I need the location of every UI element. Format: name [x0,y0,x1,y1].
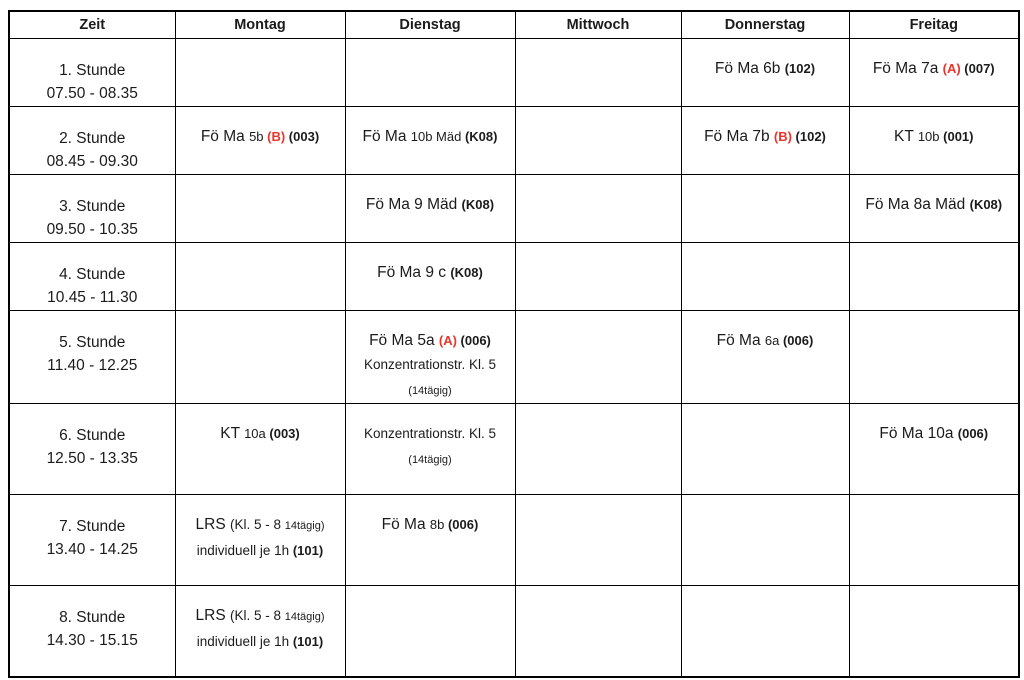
lesson-text-segment: (101) [292,542,324,558]
lesson-text-segment: Fö Ma 9 c [377,263,451,281]
lesson-cell-freitag-8 [849,586,1019,677]
lesson-text-segment: KT [220,425,245,442]
lesson-cell-montag-4 [175,242,345,310]
lesson-text-segment: Fö Ma 5a [369,331,439,349]
lesson-line [682,57,849,82]
period-label: 5. Stunde [59,333,126,351]
lesson-cell-donnerstag-4 [681,242,849,310]
lesson-cell-mittwoch-1 [515,38,681,106]
timetable-body [9,38,1019,677]
timetable-row-1 [9,38,1019,106]
lesson-line [346,378,515,404]
lesson-line [346,193,515,218]
lesson-text-segment: (A) [438,332,457,348]
lesson-text-segment: LRS [195,516,230,533]
lesson-cell-dienstag-5 [345,310,515,404]
lesson-cell-freitag-3 [849,174,1019,242]
lesson-cell-freitag-5 [849,310,1019,404]
lesson-text-segment: Konzentrationstr. Kl. 5 [363,357,497,372]
timetable-row-8 [9,586,1019,677]
lesson-cell-donnerstag-8 [681,586,849,677]
column-header-montag: Montag [175,11,345,38]
lesson-text-segment: (B) [267,128,286,144]
lesson-line [346,329,515,354]
lesson-text-segment: 8b [429,517,448,532]
timetable-row-3 [9,174,1019,242]
lesson-cell-freitag-4 [849,242,1019,310]
lesson-text-segment: (001) [943,128,974,144]
lesson-text-segment: 10b [917,128,944,144]
lesson-text-segment: Fö Ma 7a [872,59,943,77]
lesson-text-segment: 5b [249,128,268,144]
lesson-cell-donnerstag-6 [681,404,849,495]
lesson-line [176,125,345,150]
lesson-line [682,329,849,354]
lesson-text-segment: (K08) [461,196,495,212]
timetable-header [9,11,1019,38]
lesson-text-segment: KT [893,127,918,145]
lesson-cell-montag-8 [175,586,345,677]
lesson-text-segment: Fö Ma 7b [704,127,774,145]
lesson-cell-donnerstag-7 [681,495,849,586]
lesson-text-segment: 10a [244,426,270,441]
lesson-line [346,422,515,447]
column-header-mittwoch: Mittwoch [515,11,681,38]
lesson-text-segment: (Kl. 5 - 8 [229,517,285,532]
time-range: 10.45 - 11.30 [47,288,138,306]
lesson-cell-mittwoch-7 [515,495,681,586]
lesson-line [850,125,1019,150]
lesson-text-segment: LRS [195,607,230,624]
lesson-cell-montag-1 [175,38,345,106]
timetable-row-2 [9,106,1019,174]
lesson-line [850,422,1019,447]
timetable-row-6 [9,404,1019,495]
lesson-cell-dienstag-7 [345,495,515,586]
lesson-cell-freitag-6 [849,404,1019,495]
lesson-text-segment: Fö Ma [200,127,250,145]
lesson-line [850,57,1019,82]
lesson-text-segment: (K08) [450,264,483,280]
lesson-text-segment: (A) [942,60,961,76]
lesson-line [176,630,345,655]
lesson-text-segment: (006) [447,517,479,532]
lesson-cell-donnerstag-2 [681,106,849,174]
lesson-text-segment: Fö Ma [362,127,411,145]
lesson-text-segment: (B) [773,128,792,144]
time-range: 12.50 - 13.35 [46,450,138,467]
time-range: 14.30 - 15.15 [46,632,138,649]
lesson-text-segment: Fö Ma 10a [879,425,958,442]
lesson-text-segment: Konzentrationstr. Kl. 5 [363,426,497,441]
lesson-text-segment: Fö Ma 6b [714,59,785,77]
lesson-text-segment: 6a [764,332,783,348]
time-range: 09.50 - 10.35 [46,220,138,238]
time-range: 08.45 - 09.30 [46,152,138,170]
lesson-text-segment: Fö Ma 9 Mäd [365,195,462,213]
lesson-text-segment: (003) [285,128,320,144]
lesson-cell-mittwoch-8 [515,586,681,677]
lesson-text-segment: individuell je 1h [196,542,293,558]
lesson-text-segment: (007) [960,60,995,76]
lesson-cell-montag-3 [175,174,345,242]
lesson-cell-dienstag-8 [345,586,515,677]
timetable-row-5 [9,310,1019,404]
lesson-cell-mittwoch-6 [515,404,681,495]
lesson-text-segment: (K08) [969,196,1003,212]
lesson-cell-montag-7 [175,495,345,586]
column-header-freitag: Freitag [849,11,1019,38]
lesson-line [176,539,345,564]
period-cell-4 [9,242,175,310]
timetable [8,10,1020,678]
column-header-zeit: Zeit [9,11,175,38]
lesson-line [346,447,515,473]
header-row [9,11,1019,38]
period-cell-3 [9,174,175,242]
lesson-text-segment: (006) [456,332,491,348]
lesson-text-segment: (003) [269,426,300,441]
lesson-cell-donnerstag-1 [681,38,849,106]
lesson-line [176,604,345,630]
lesson-text-segment: (14tägig) [408,453,452,466]
column-header-donnerstag: Donnerstag [681,11,849,38]
period-label: 6. Stunde [59,427,126,444]
lesson-line [346,125,515,150]
lesson-cell-mittwoch-4 [515,242,681,310]
timetable-row-7 [9,495,1019,586]
lesson-cell-mittwoch-5 [515,310,681,404]
lesson-line [346,353,515,378]
period-label: 1. Stunde [59,61,126,79]
period-cell-6 [9,404,175,495]
period-cell-5 [9,310,175,404]
lesson-cell-freitag-7 [849,495,1019,586]
lesson-cell-donnerstag-5 [681,310,849,404]
lesson-cell-dienstag-4 [345,242,515,310]
lesson-cell-freitag-1 [849,38,1019,106]
period-label: 7. Stunde [59,518,126,535]
period-label: 4. Stunde [59,265,126,283]
lesson-text-segment: (Kl. 5 - 8 [229,608,285,623]
lesson-text-segment: (102) [784,60,816,76]
period-label: 8. Stunde [59,609,126,626]
lesson-cell-dienstag-2 [345,106,515,174]
lesson-cell-donnerstag-3 [681,174,849,242]
column-header-dienstag: Dienstag [345,11,515,38]
lesson-text-segment: 14tägig) [284,520,325,532]
lesson-text-segment: 14tägig) [284,611,325,623]
period-cell-2 [9,106,175,174]
lesson-line [176,513,345,539]
lesson-cell-dienstag-6 [345,404,515,495]
period-cell-1 [9,38,175,106]
lesson-line [346,513,515,538]
period-label: 3. Stunde [59,197,126,215]
lesson-cell-freitag-2 [849,106,1019,174]
lesson-text-segment: Fö Ma [381,516,430,533]
lesson-text-segment: Fö Ma 8a Mäd [865,195,970,213]
period-label: 2. Stunde [59,129,126,147]
period-cell-8 [9,586,175,677]
lesson-cell-montag-5 [175,310,345,404]
lesson-text-segment: (102) [791,128,826,144]
lesson-text-segment: (006) [782,332,814,348]
lesson-cell-mittwoch-2 [515,106,681,174]
lesson-cell-dienstag-3 [345,174,515,242]
time-range: 07.50 - 08.35 [46,84,138,102]
lesson-text-segment: (14tägig) [408,384,452,397]
lesson-text-segment: (K08) [464,128,498,144]
lesson-text-segment: 10b Mäd [410,128,465,144]
lesson-text-segment: (101) [292,633,324,649]
lesson-line [176,422,345,447]
lesson-text-segment: (006) [957,426,989,441]
lesson-text-segment: individuell je 1h [196,633,293,649]
lesson-cell-dienstag-1 [345,38,515,106]
period-cell-7 [9,495,175,586]
time-range: 11.40 - 12.25 [47,356,138,374]
lesson-cell-mittwoch-3 [515,174,681,242]
time-range: 13.40 - 14.25 [46,541,138,558]
lesson-line [346,261,515,286]
lesson-line [850,193,1019,218]
lesson-cell-montag-2 [175,106,345,174]
lesson-text-segment: Fö Ma [716,331,765,349]
lesson-cell-montag-6 [175,404,345,495]
lesson-line [682,125,849,150]
timetable-row-4 [9,242,1019,310]
